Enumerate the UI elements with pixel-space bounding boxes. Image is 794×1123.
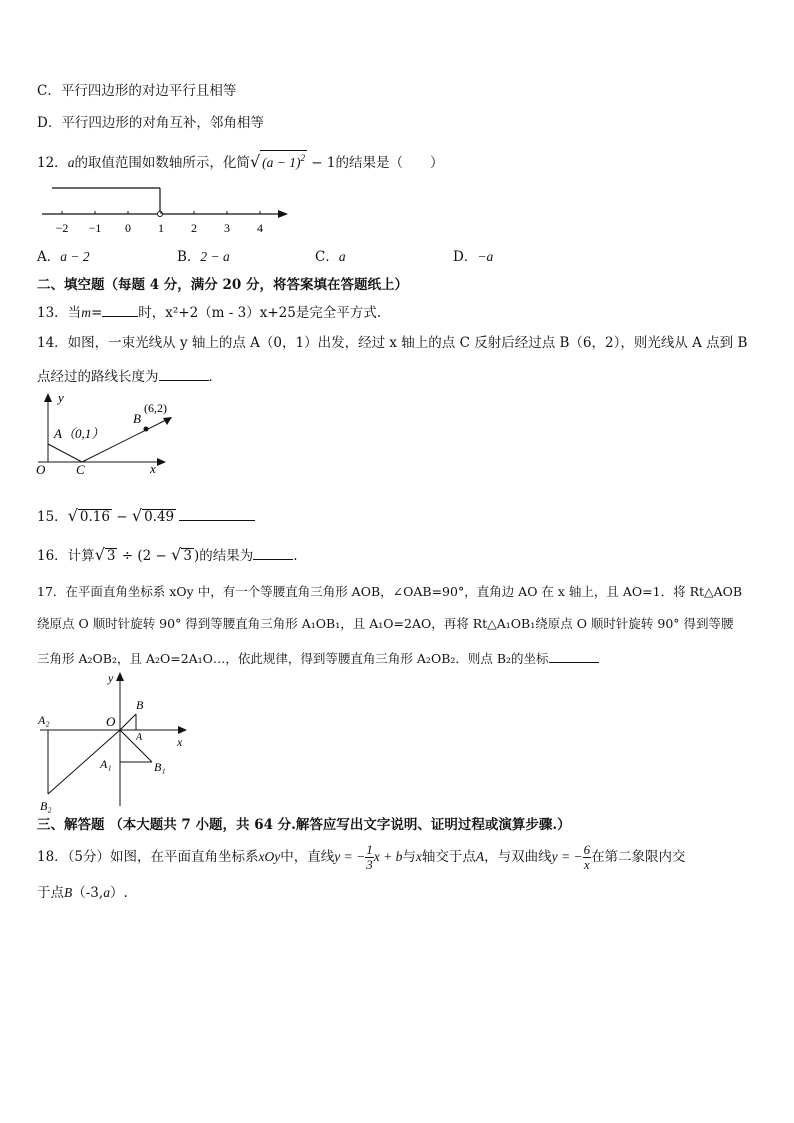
q12-option-c[interactable]: C．a: [315, 249, 346, 265]
q17-answer-blank[interactable]: [549, 648, 599, 663]
q18-line1: 18．（5分）如图，在平面直角坐标系xOy中，直线y = − $\frac{1}{3}$ x + b与x轴交于点A，与双曲线y = − $\frac{6}{x}$ 在第二象限内交: [37, 842, 686, 872]
q14-a-label: A（0,1）: [54, 426, 105, 441]
q17-a1-label: A₁: [100, 757, 112, 771]
number-line-tick-label: 3: [224, 221, 230, 235]
q13-stem: 13．当m= 时，x²+2（m - 3）x+25是完全平方式.: [37, 302, 381, 322]
number-line-tick-label: −1: [88, 221, 102, 235]
q17-b-label: B: [136, 698, 144, 712]
q17-line1: 17．在平面直角坐标系 xOy 中，有一个等腰直角三角形 AOB，∠OAB=90°，直角边 AO 在 x 轴上，且 AO=1．将 Rt△AOB: [37, 584, 743, 599]
q17-y-label: y: [108, 671, 114, 685]
option-d-prev: D．平行四边形的对角互补，邻角相等: [37, 115, 264, 131]
q14-x-label: x: [150, 461, 156, 476]
q18-line2: 于点B（-3,a）.: [37, 885, 128, 901]
q12-radicand: $(a - 1)^2$: [260, 150, 307, 170]
q15-answer-blank[interactable]: [179, 506, 255, 521]
q17-b1-label: B₁: [154, 760, 166, 774]
q17-line2: 绕原点 O 顺时针旋转 90° 得到等腰直角三角形 A₁OB₁，且 A₁O=2AO，再将 Rt△A₁OB₁绕原点 O 顺时针旋转 90° 得到等腰: [37, 616, 734, 631]
q14-line1: 14．如图，一束光线从 y 轴上的点 A（0，1）出发，经过 x 轴上的点 C 反射后经过点 B（6，2），则光线从 A 点到 B: [37, 335, 748, 351]
q13-answer-blank[interactable]: [102, 302, 138, 317]
q17-figure: [30, 668, 200, 814]
q14-b-coord: (6,2): [144, 401, 167, 415]
q12-stem: 12．a的取值范围如数轴所示，化简√ $(a - 1)^2 - 1$的结果是（ ）: [37, 152, 444, 171]
q12-var-a: a: [67, 155, 75, 170]
q17-a-label: A: [136, 732, 143, 743]
q14-y-label: y: [58, 390, 64, 405]
number-line-tick-label: 2: [191, 221, 197, 235]
number-line-tick-label: 1: [158, 221, 164, 235]
q14-line2: 点经过的路线长度为 ．: [37, 366, 222, 386]
q15-stem: 15．√ 0.16 − √ 0.49: [37, 506, 255, 526]
q17-x-label: x: [177, 735, 183, 749]
number-line-tick-label: −2: [55, 221, 69, 235]
q14-c-label: C: [76, 462, 85, 477]
option-c-prev: C．平行四边形的对边平行且相等: [37, 83, 237, 99]
section3-title: 三、解答题 （本大题共 7 小题，共 64 分.解答应写出文字说明、证明过程或演算步骤.）: [37, 817, 571, 833]
q14-figure: [30, 390, 200, 480]
q14-origin-label: O: [36, 462, 46, 477]
q17-a2-label: A₂: [38, 713, 50, 727]
q12-number-line: [30, 180, 300, 240]
q17-origin-label: O: [106, 714, 116, 729]
q17-line3: 三角形 A₂OB₂，且 A₂O=2A₁O…，依此规律，得到等腰直角三角形 A₂OB₂．则点 B₂的坐标: [37, 648, 599, 668]
q18-fraction-1-3: $\frac{1}{3}$: [366, 842, 373, 872]
q12-option-d[interactable]: D．−a: [453, 249, 494, 265]
q18-fraction-6-x: $\frac{6}{x}$: [583, 842, 591, 872]
number-line-tick-label: 0: [125, 221, 131, 235]
q12-option-b[interactable]: B．2 − a: [177, 249, 230, 265]
number-line-tick-label: 4: [257, 221, 263, 235]
section2-title: 二、填空题（每题 4 分，满分 20 分，将答案填在答题纸上）: [37, 277, 408, 293]
q16-stem: 16．计算√ 3 ÷ (2 − √ 3 )的结果为 .: [37, 545, 298, 564]
q17-b2-label: B₂: [40, 799, 52, 813]
q12-option-a[interactable]: A．a − 2: [37, 249, 90, 265]
q14-answer-blank[interactable]: [159, 366, 209, 381]
q14-b-label: B: [133, 411, 141, 426]
q16-answer-blank[interactable]: [253, 545, 293, 560]
